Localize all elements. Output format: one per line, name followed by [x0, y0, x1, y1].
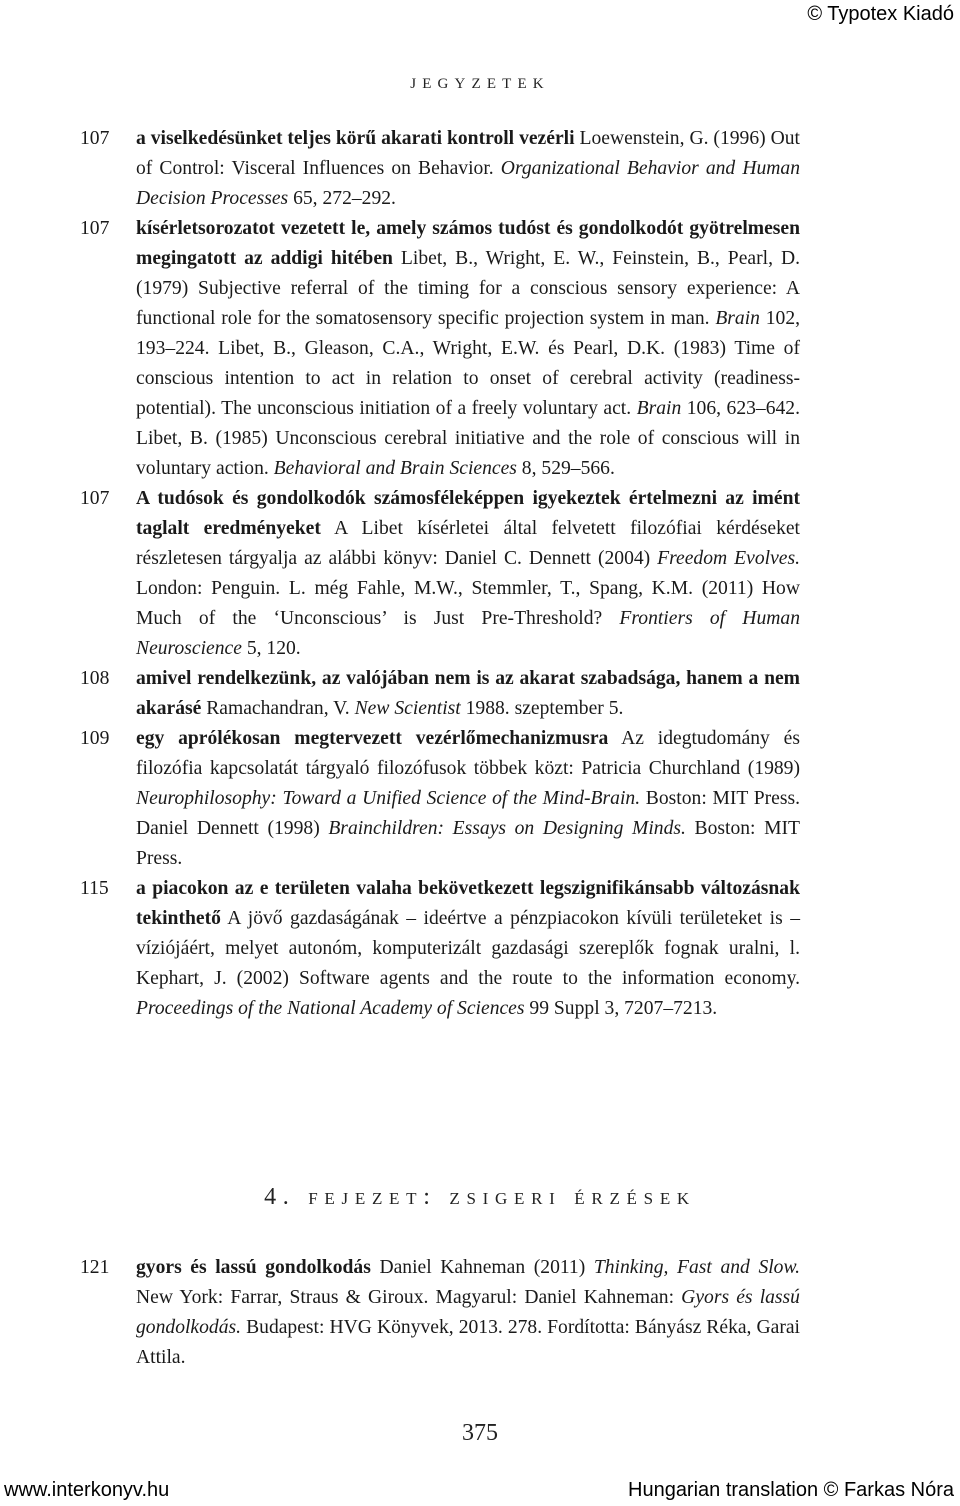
translation-credit: Hungarian translation © Farkas Nóra	[628, 1479, 954, 1501]
reference-text: 65, 272–292.	[288, 188, 396, 209]
notes-list	[80, 124, 800, 1024]
work-title: Freedom Evolves.	[657, 548, 800, 569]
note-text	[136, 1253, 800, 1373]
reference-text: Az idegtudomány és filozófia kapcsolatát tárgyaló filozófusok többek közt: Patricia Churchland (1989)	[136, 728, 800, 779]
note-text	[136, 214, 800, 484]
reference-text: Libet, B., Wright, E. W., Feinstein, B., Pearl, D. (1979) Subjective referral of the timing for a conscious sensory experience: A functional role for the somatosensory specific projection system in man.	[136, 248, 801, 329]
reference-text: 8, 529–566.	[516, 458, 615, 479]
reference-text: 106, 623–642. Libet, B. (1985) Unconscious cerebral initiative and the role of conscious will in voluntary action.	[136, 398, 801, 479]
note-number: 107	[80, 488, 110, 509]
site-link[interactable]: www.interkonyv.hu	[4, 1479, 170, 1501]
quoted-phrase: amivel rendelkezünk, az valójában nem is az akarat szabadsága, hanem a nem akarásé	[136, 668, 800, 719]
section-title: jegyzetek	[410, 68, 550, 93]
quoted-phrase: egy aprólékosan megtervezett vezérlőmechanizmusra	[136, 728, 609, 749]
note-item	[80, 124, 800, 214]
note-item	[80, 874, 800, 1024]
reference-text: Daniel Kahneman (2011)	[370, 1257, 594, 1278]
note-item	[80, 664, 800, 724]
reference-text: Boston: MIT Press.	[136, 818, 801, 869]
reference-text: New York: Farrar, Straus & Giroux. Magyarul: Daniel Kahneman:	[136, 1287, 682, 1308]
reference-text: Loewenstein, G. (1996) Out of Control: Visceral Influences on Behavior.	[136, 128, 800, 179]
reference-text: Ramachandran, V.	[201, 698, 355, 719]
note-text	[136, 124, 800, 214]
reference-text: 99 Suppl 3, 7207–7213.	[524, 998, 718, 1019]
work-title: Brainchildren: Essays on Designing Minds.	[328, 818, 686, 839]
quoted-phrase: A tudósok és gondolkodók számosféleképpen igyekeztek értelmezni az imént taglalt eredményeket	[136, 488, 800, 539]
reference-text: A Libet kísérletei által felvetett filozófiai kérdéseket részletesen tárgyalja az alábbi könyv: Daniel C. Dennett (2004)	[136, 518, 801, 569]
quoted-phrase: a piacokon az e területen valaha bekövetkezett legszignifikánsabb változásnak tekinthető	[136, 878, 800, 929]
note-text	[136, 874, 800, 1024]
reference-text: 5, 120.	[241, 638, 301, 659]
work-title: New Scientist	[354, 698, 461, 719]
note-item	[80, 214, 800, 484]
reference-text: Budapest: HVG Könyvek, 2013. 278. Fordította: Bányász Réka, Garai Attila.	[136, 1317, 800, 1368]
quoted-phrase: a viselkedésünket teljes körű akarati kontroll vezérli	[136, 128, 575, 149]
work-title: Brain	[636, 398, 682, 419]
note-item	[80, 1253, 800, 1373]
note-text	[136, 664, 800, 724]
page-number: 375	[462, 1420, 498, 1446]
note-number: 109	[80, 728, 110, 749]
note-number: 108	[80, 668, 110, 689]
work-title: Organizational Behavior and Human Decision Processes	[136, 158, 801, 209]
note-text	[136, 484, 800, 664]
reference-text: Boston: MIT Press. Daniel Dennett (1998)	[136, 788, 800, 839]
work-title: Brain	[715, 308, 760, 329]
note-number: 121	[80, 1257, 110, 1278]
work-title: Proceedings of the National Academy of Sciences	[136, 998, 525, 1019]
reference-text: London: Penguin. L. még Fahle, M.W., Stemmler, T., Spang, K.M. (2011) How Much of the ‘Unconscious’ is Just Pre-Threshold?	[136, 578, 800, 629]
work-title: Thinking, Fast and Slow.	[593, 1257, 800, 1278]
note-number: 115	[80, 878, 109, 899]
work-title: Neurophilosophy: Toward a Unified Science of the Mind-Brain.	[136, 788, 641, 809]
reference-text: 102, 193–224. Libet, B., Gleason, C.A., Wright, E.W. és Pearl, D.K. (1983) Time of conscious intention to act in relation to onset of cerebral activity (readiness-potential). The unconscious initiation of a freely voluntary act.	[136, 308, 801, 419]
reference-text: A jövő gazdaságának – ideértve a pénzpiacokon kívüli területeket is – víziójáért, melyet autonóm, komputerizált gazdasági szereplők fognak uralni, l. Kephart, J. (2002) Software agents and the route to the information economy.	[136, 908, 800, 989]
note-text	[136, 724, 800, 874]
quoted-phrase: gyors és lassú gondolkodás	[136, 1257, 371, 1278]
work-title: Behavioral and Brain Sciences	[273, 458, 517, 479]
chapter-notes-list	[80, 1253, 800, 1373]
note-item	[80, 724, 800, 874]
note-number: 107	[80, 128, 110, 149]
quoted-phrase: kísérletsorozatot vezetett le, amely számos tudóst és gondolkodót gyötrelmesen megingatott az addigi hitében	[136, 218, 800, 269]
work-title: Gyors és lassú gondolkodás.	[136, 1287, 800, 1338]
note-item	[80, 484, 800, 664]
chapter-title: 4. fejezet: zsigeri érzések	[264, 1184, 696, 1210]
copyright-notice: © Typotex Kiadó	[807, 3, 954, 25]
work-title: Frontiers of Human Neuroscience	[136, 608, 800, 659]
reference-text: 1988. szeptember 5.	[460, 698, 624, 719]
note-number: 107	[80, 218, 110, 239]
